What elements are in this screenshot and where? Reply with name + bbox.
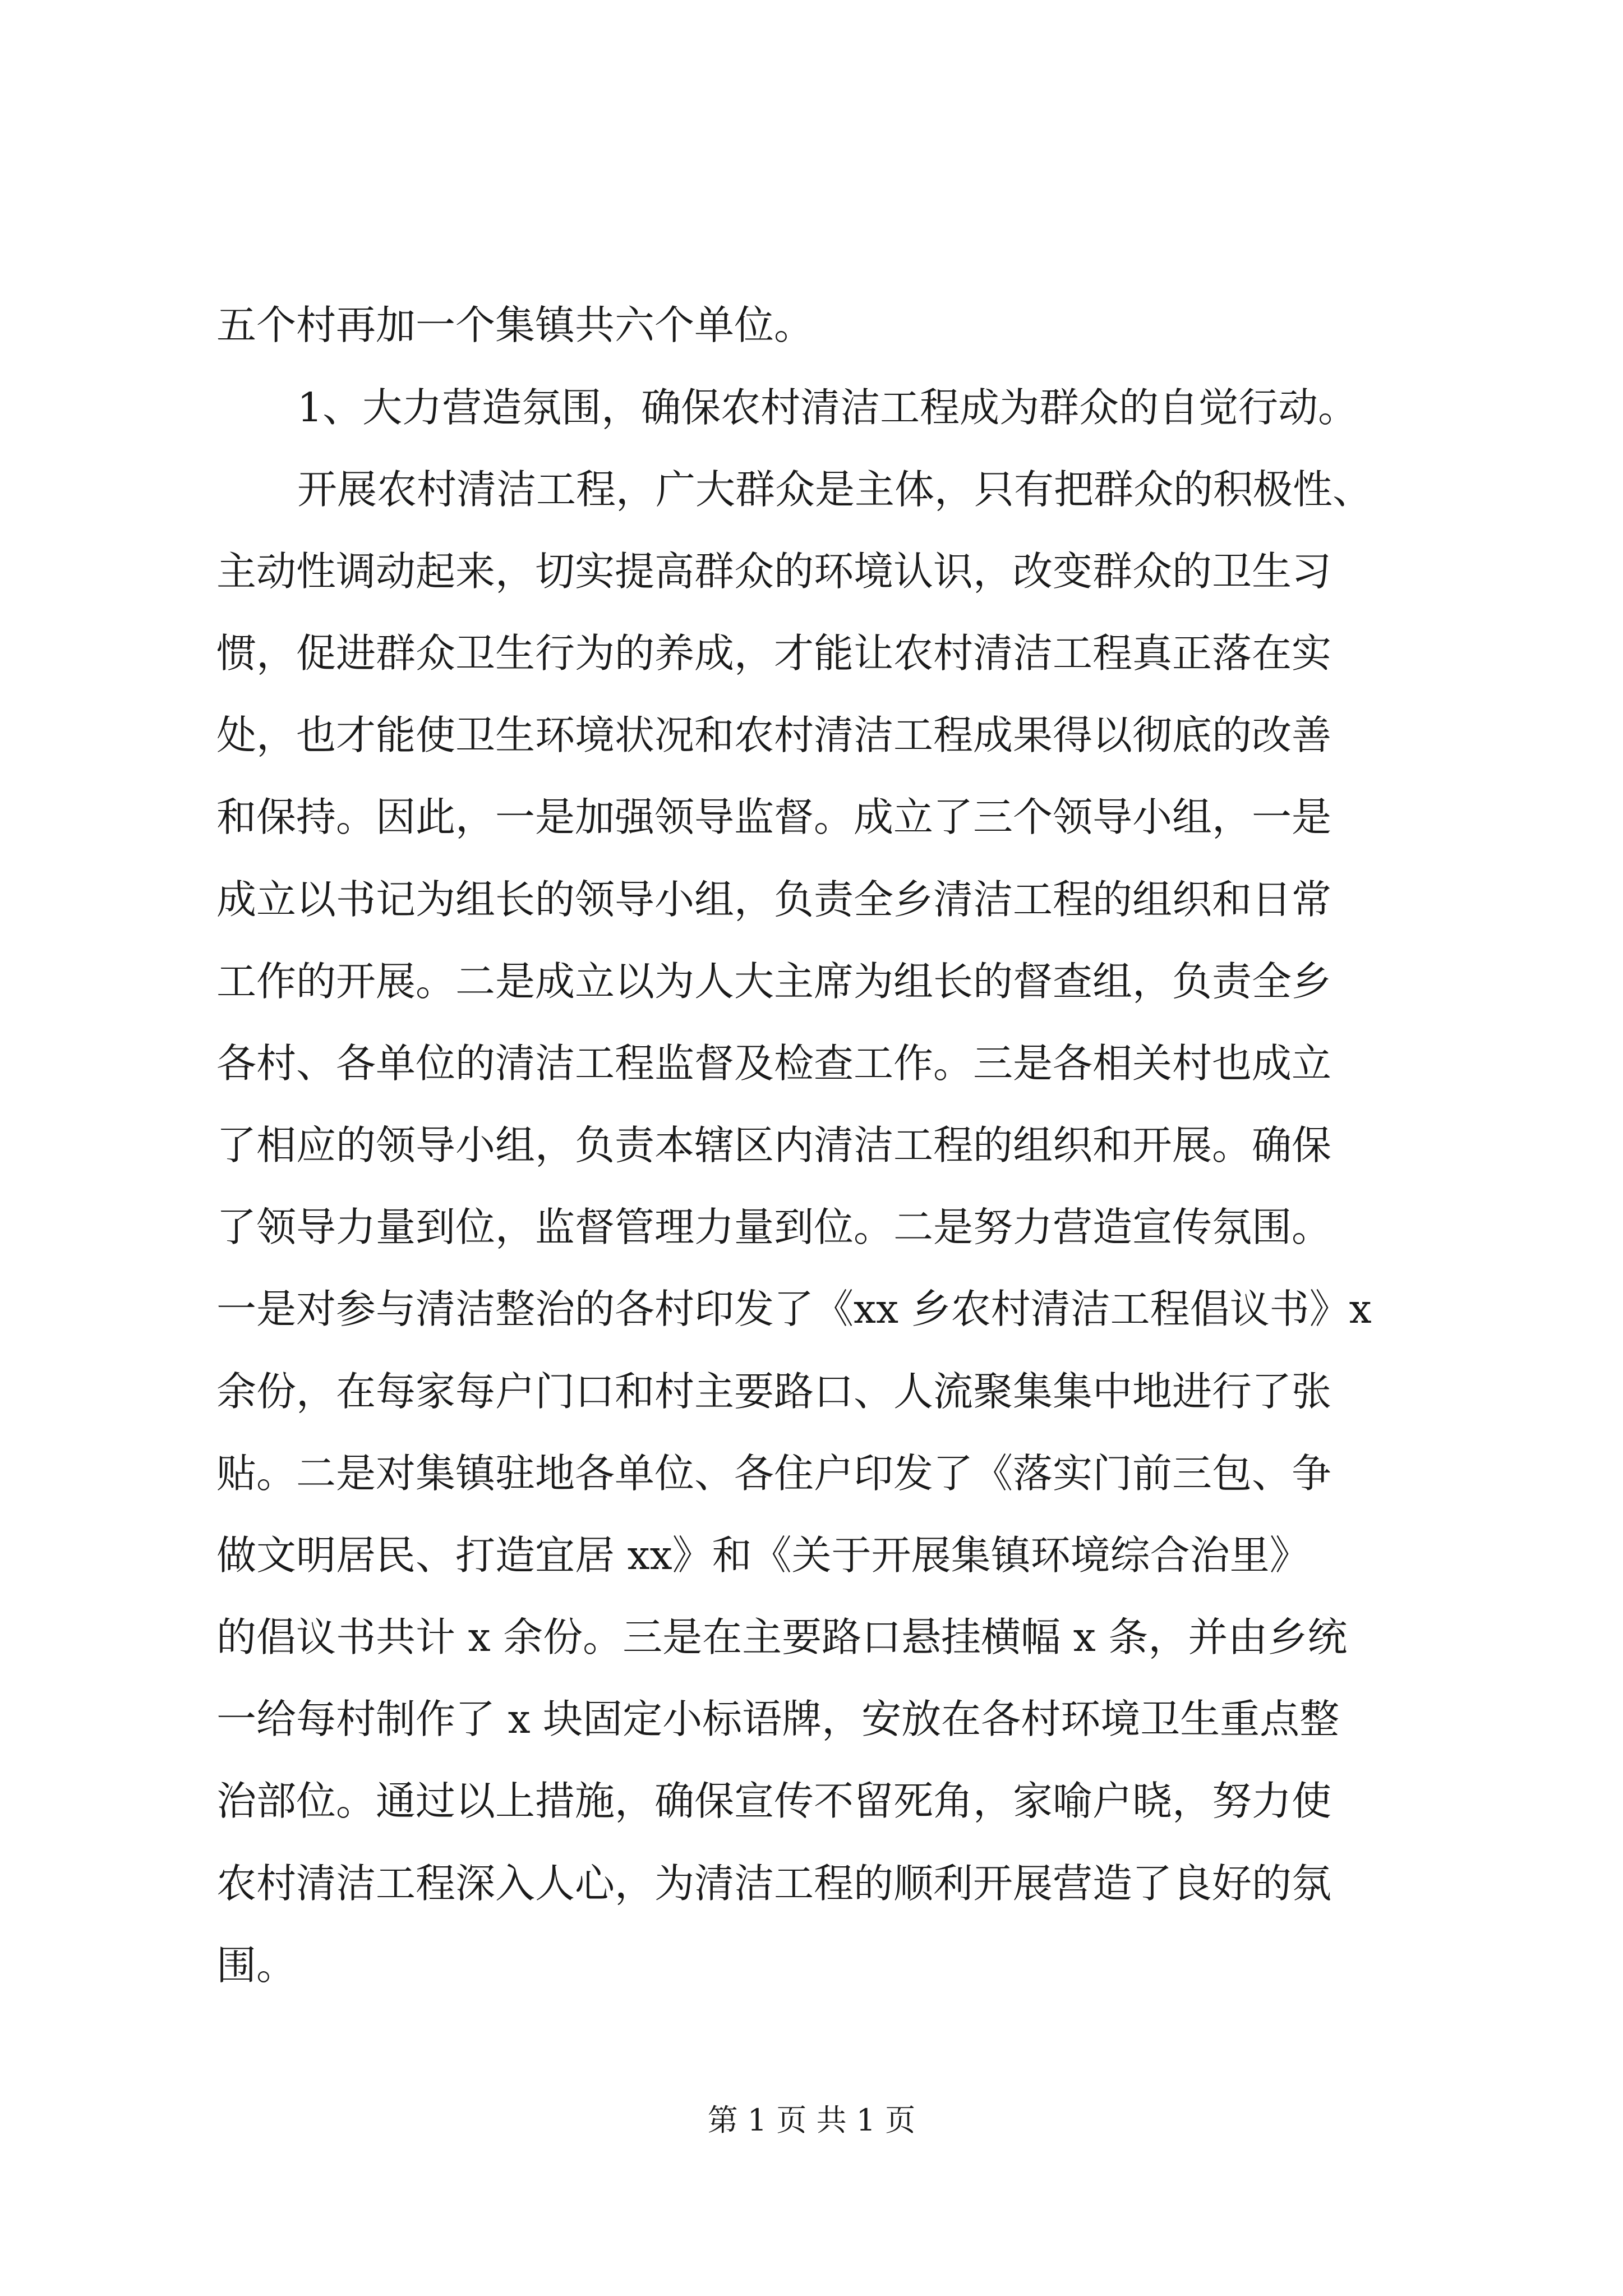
section-heading: 1、大力营造氛围，确保农村清洁工程成为群众的自觉行动。 <box>297 384 1358 431</box>
text-line: 各村、各单位的清洁工程监督及检查工作。三是各相关村也成立 <box>216 1040 1332 1087</box>
text-line: 余份，在每家每户门口和村主要路口、人流聚集集中地进行了张 <box>216 1368 1332 1415</box>
text-line: 了领导力量到位，监督管理力量到位。二是努力营造宣传氛围。 <box>216 1204 1332 1250</box>
text-line: 农村清洁工程深入人心，为清洁工程的顺利开展营造了良好的氛 <box>216 1860 1332 1907</box>
text-line: 主动性调动起来，切实提高群众的环境认识，改变群众的卫生习 <box>216 548 1332 595</box>
text-line: 一是对参与清洁整治的各村印发了《xx 乡农村清洁工程倡议书》x <box>216 1286 1372 1332</box>
text-line: 成立以书记为组长的领导小组，负责全乡清洁工程的组织和日常 <box>216 876 1332 923</box>
text-line: 工作的开展。二是成立以为人大主席为组长的督查组，负责全乡 <box>216 958 1332 1005</box>
text-line: 一给每村制作了 x 块固定小标语牌，安放在各村环境卫生重点整 <box>216 1696 1340 1742</box>
text-line: 和保持。因此，一是加强领导监督。成立了三个领导小组，一是 <box>216 794 1332 840</box>
text-line: 五个村再加一个集镇共六个单位。 <box>216 302 814 348</box>
text-line: 处，也才能使卫生环境状况和农村清洁工程成果得以彻底的改善 <box>216 712 1332 758</box>
text-line: 做文明居民、打造宜居 xx》和《关于开展集镇环境综合治里》 <box>216 1532 1310 1579</box>
text-line: 贴。二是对集镇驻地各单位、各住户印发了《落实门前三包、争 <box>216 1450 1332 1497</box>
text-line: 的倡议书共计 x 余份。三是在主要路口悬挂横幅 x 条，并由乡统 <box>216 1614 1348 1660</box>
text-line: 围。 <box>216 1942 297 1989</box>
text-line: 了相应的领导小组，负责本辖区内清洁工程的组织和开展。确保 <box>216 1122 1332 1168</box>
text-line: 开展农村清洁工程，广大群众是主体，只有把群众的积极性、 <box>297 466 1373 513</box>
text-line: 治部位。通过以上措施，确保宣传不留死角，家喻户晓，努力使 <box>216 1778 1332 1824</box>
page-number-footer: 第 1 页 共 1 页 <box>707 2102 916 2138</box>
text-line: 惯，促进群众卫生行为的养成，才能让农村清洁工程真正落在实 <box>216 630 1332 677</box>
